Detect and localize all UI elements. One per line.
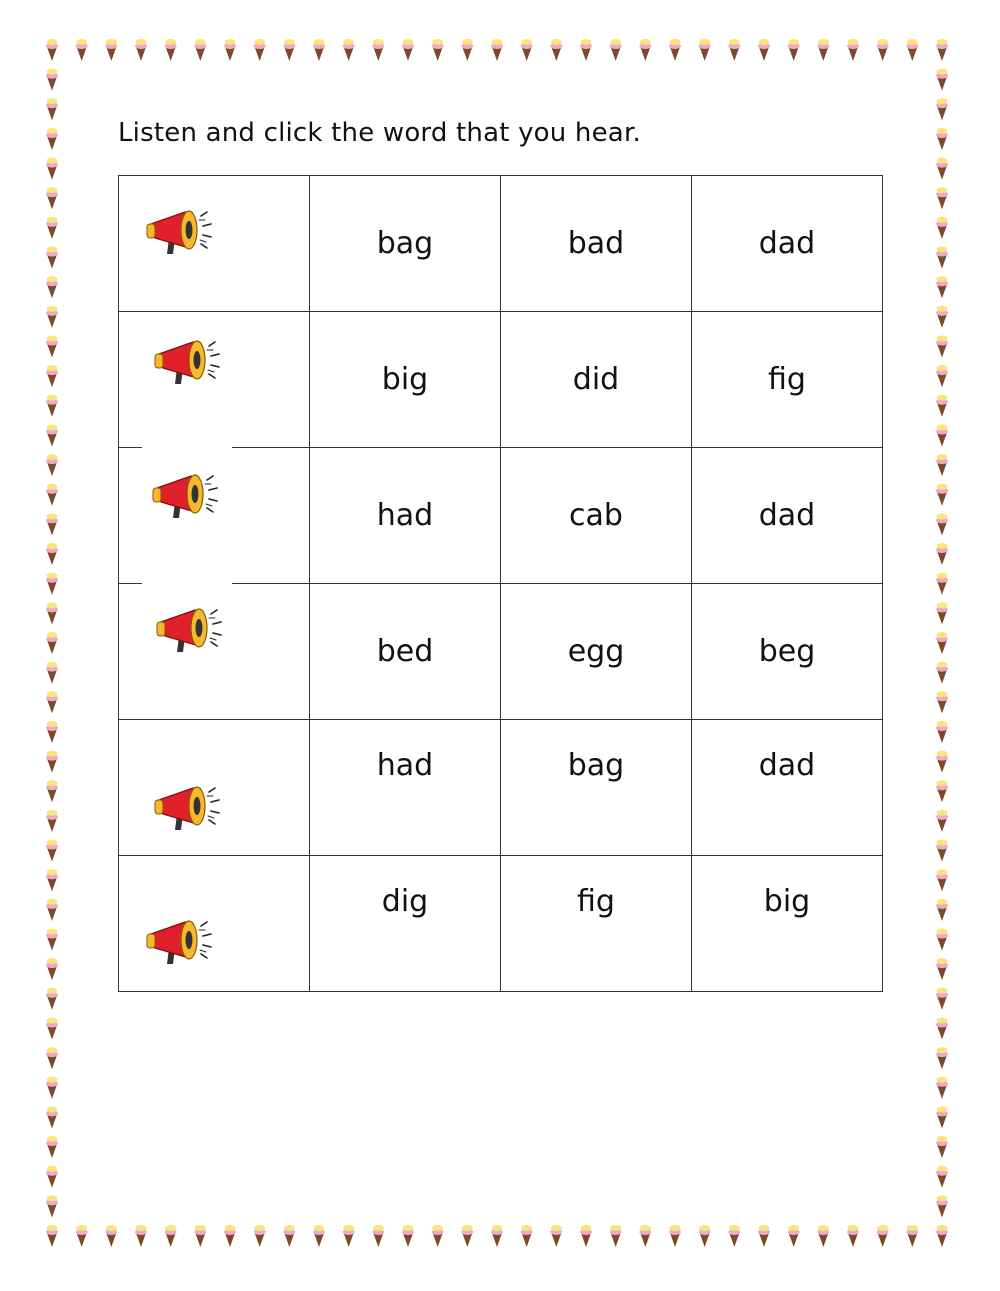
ice-cream-cone-icon xyxy=(46,929,58,951)
word-option[interactable]: had xyxy=(376,748,434,783)
ice-cream-cone-icon xyxy=(76,1225,88,1247)
ice-cream-cone-icon xyxy=(46,899,58,921)
word-cell xyxy=(692,720,883,856)
word-cell xyxy=(501,176,692,312)
ice-cream-cone-icon xyxy=(936,217,948,239)
word-option[interactable]: bed xyxy=(376,634,434,669)
ice-cream-cone-icon xyxy=(936,958,948,980)
word-cell xyxy=(692,448,883,584)
megaphone-icon[interactable] xyxy=(145,912,217,976)
ice-cream-cone-icon xyxy=(936,602,948,624)
ice-cream-cone-icon xyxy=(313,1225,325,1247)
word-option[interactable]: had xyxy=(376,498,434,533)
ice-cream-cone-icon xyxy=(46,158,58,180)
ice-cream-cone-icon xyxy=(936,573,948,595)
ice-cream-cone-icon xyxy=(76,39,88,61)
ice-cream-cone-icon xyxy=(194,1225,206,1247)
word-option[interactable]: bag xyxy=(376,226,434,261)
audio-cell xyxy=(119,448,310,584)
word-cell xyxy=(310,720,501,856)
audio-cell xyxy=(119,720,310,856)
ice-cream-cone-icon xyxy=(936,128,948,150)
ice-cream-cone-icon xyxy=(46,336,58,358)
word-option[interactable]: egg xyxy=(567,634,625,669)
word-cell xyxy=(310,584,501,720)
table-row xyxy=(119,584,883,720)
ice-cream-cone-icon xyxy=(432,39,444,61)
ice-cream-cone-icon xyxy=(817,39,829,61)
ice-cream-cone-icon xyxy=(46,1047,58,1069)
word-option[interactable]: big xyxy=(381,362,429,397)
ice-cream-cone-icon xyxy=(313,39,325,61)
ice-cream-cone-icon xyxy=(936,336,948,358)
ice-cream-cone-icon xyxy=(343,1225,355,1247)
ice-cream-cone-icon xyxy=(610,1225,622,1247)
ice-cream-cone-icon xyxy=(165,39,177,61)
ice-cream-cone-icon xyxy=(46,1017,58,1039)
ice-cream-cone-icon xyxy=(936,1195,948,1217)
line-gap xyxy=(142,583,232,591)
ice-cream-cone-icon xyxy=(491,1225,503,1247)
ice-cream-cone-icon xyxy=(46,543,58,565)
word-cell xyxy=(501,584,692,720)
ice-cream-cone-icon xyxy=(936,1225,948,1247)
ice-cream-cone-icon xyxy=(936,306,948,328)
word-cell xyxy=(692,856,883,992)
table-row xyxy=(119,312,883,448)
word-cell xyxy=(692,176,883,312)
word-cell xyxy=(501,856,692,992)
ice-cream-cone-icon xyxy=(669,1225,681,1247)
ice-cream-cone-icon xyxy=(46,395,58,417)
ice-cream-cone-icon xyxy=(936,395,948,417)
ice-cream-cone-icon xyxy=(46,69,58,91)
word-cell xyxy=(310,176,501,312)
ice-cream-cone-icon xyxy=(550,1225,562,1247)
audio-cell xyxy=(119,312,310,448)
ice-cream-cone-icon xyxy=(728,1225,740,1247)
megaphone-icon[interactable] xyxy=(153,332,225,396)
ice-cream-cone-icon xyxy=(46,217,58,239)
ice-cream-cone-icon xyxy=(46,365,58,387)
ice-cream-cone-icon xyxy=(758,1225,770,1247)
ice-cream-cone-icon xyxy=(936,662,948,684)
ice-cream-cone-icon xyxy=(283,39,295,61)
ice-cream-cone-icon xyxy=(758,39,770,61)
ice-cream-cone-icon xyxy=(936,1166,948,1188)
audio-cell xyxy=(119,176,310,312)
ice-cream-cone-icon xyxy=(936,69,948,91)
ice-cream-cone-icon xyxy=(105,39,117,61)
ice-cream-cone-icon xyxy=(46,751,58,773)
ice-cream-cone-icon xyxy=(46,1106,58,1128)
word-cell xyxy=(310,856,501,992)
word-cell xyxy=(310,312,501,448)
ice-cream-cone-icon xyxy=(224,1225,236,1247)
ice-cream-cone-icon xyxy=(699,1225,711,1247)
megaphone-icon[interactable] xyxy=(153,778,225,842)
ice-cream-cone-icon xyxy=(936,1047,948,1069)
word-cell xyxy=(310,448,501,584)
ice-cream-cone-icon xyxy=(46,276,58,298)
word-option[interactable]: did xyxy=(572,362,620,397)
ice-cream-cone-icon xyxy=(46,187,58,209)
ice-cream-cone-icon xyxy=(521,1225,533,1247)
ice-cream-cone-icon xyxy=(936,780,948,802)
ice-cream-cone-icon xyxy=(46,424,58,446)
ice-cream-cone-icon xyxy=(936,810,948,832)
ice-cream-cone-icon xyxy=(254,39,266,61)
ice-cream-cone-icon xyxy=(194,39,206,61)
ice-cream-cone-icon xyxy=(936,187,948,209)
ice-cream-cone-icon xyxy=(936,543,948,565)
ice-cream-cone-icon xyxy=(461,39,473,61)
ice-cream-cone-icon xyxy=(372,1225,384,1247)
word-option[interactable]: bag xyxy=(567,748,625,783)
ice-cream-cone-icon xyxy=(669,39,681,61)
ice-cream-cone-icon xyxy=(46,691,58,713)
ice-cream-cone-icon xyxy=(936,691,948,713)
ice-cream-cone-icon xyxy=(936,899,948,921)
ice-cream-cone-icon xyxy=(105,1225,117,1247)
ice-cream-cone-icon xyxy=(847,39,859,61)
word-cell xyxy=(501,720,692,856)
ice-cream-cone-icon xyxy=(402,39,414,61)
ice-cream-cone-icon xyxy=(936,158,948,180)
word-cell xyxy=(692,312,883,448)
word-option[interactable]: dad xyxy=(758,748,816,783)
ice-cream-cone-icon xyxy=(46,1077,58,1099)
ice-cream-cone-icon xyxy=(936,39,948,61)
ice-cream-cone-icon xyxy=(432,1225,444,1247)
megaphone-icon[interactable] xyxy=(155,600,227,664)
ice-cream-cone-icon xyxy=(936,988,948,1010)
audio-cell xyxy=(119,856,310,992)
ice-cream-cone-icon xyxy=(46,98,58,120)
ice-cream-cone-icon xyxy=(936,513,948,535)
ice-cream-cone-icon xyxy=(936,484,948,506)
ice-cream-cone-icon xyxy=(788,39,800,61)
ice-cream-cone-icon xyxy=(936,632,948,654)
megaphone-icon[interactable] xyxy=(145,202,217,266)
ice-cream-cone-icon xyxy=(46,632,58,654)
ice-cream-cone-icon xyxy=(491,39,503,61)
ice-cream-cone-icon xyxy=(906,1225,918,1247)
ice-cream-cone-icon xyxy=(817,1225,829,1247)
ice-cream-cone-icon xyxy=(521,39,533,61)
ice-cream-cone-icon xyxy=(135,39,147,61)
word-option[interactable]: dad xyxy=(758,498,816,533)
table-row xyxy=(119,720,883,856)
ice-cream-cone-icon xyxy=(402,1225,414,1247)
ice-cream-cone-icon xyxy=(46,247,58,269)
ice-cream-cone-icon xyxy=(877,39,889,61)
ice-cream-cone-icon xyxy=(936,869,948,891)
ice-cream-cone-icon xyxy=(936,1106,948,1128)
ice-cream-cone-icon xyxy=(46,1166,58,1188)
ice-cream-cone-icon xyxy=(46,39,58,61)
ice-cream-cone-icon xyxy=(936,929,948,951)
ice-cream-cone-icon xyxy=(580,39,592,61)
ice-cream-cone-icon xyxy=(936,1136,948,1158)
ice-cream-cone-icon xyxy=(165,1225,177,1247)
ice-cream-cone-icon xyxy=(936,454,948,476)
table-row xyxy=(119,176,883,312)
ice-cream-cone-icon xyxy=(906,39,918,61)
ice-cream-cone-icon xyxy=(936,276,948,298)
ice-cream-cone-icon xyxy=(877,1225,889,1247)
ice-cream-cone-icon xyxy=(46,810,58,832)
word-option[interactable]: bad xyxy=(567,226,625,261)
word-option[interactable]: fig xyxy=(768,362,806,397)
ice-cream-cone-icon xyxy=(46,662,58,684)
ice-cream-cone-icon xyxy=(46,958,58,980)
audio-cell xyxy=(119,584,310,720)
ice-cream-cone-icon xyxy=(610,39,622,61)
ice-cream-cone-icon xyxy=(936,1077,948,1099)
line-gap xyxy=(142,446,232,454)
ice-cream-cone-icon xyxy=(639,1225,651,1247)
ice-cream-cone-icon xyxy=(135,1225,147,1247)
word-option[interactable]: beg xyxy=(758,634,816,669)
word-choice-table xyxy=(118,175,883,992)
ice-cream-cone-icon xyxy=(46,721,58,743)
ice-cream-cone-icon xyxy=(46,128,58,150)
ice-cream-cone-icon xyxy=(46,454,58,476)
word-cell xyxy=(501,448,692,584)
ice-cream-cone-icon xyxy=(728,39,740,61)
ice-cream-cone-icon xyxy=(46,840,58,862)
ice-cream-cone-icon xyxy=(46,1225,58,1247)
ice-cream-cone-icon xyxy=(46,780,58,802)
word-option[interactable]: fig xyxy=(577,884,615,919)
instruction-text: Listen and click the word that you hear. xyxy=(118,118,641,148)
ice-cream-cone-icon xyxy=(46,869,58,891)
word-option[interactable]: dad xyxy=(758,226,816,261)
ice-cream-cone-icon xyxy=(936,721,948,743)
megaphone-icon[interactable] xyxy=(151,466,223,530)
ice-cream-cone-icon xyxy=(936,424,948,446)
ice-cream-cone-icon xyxy=(46,1136,58,1158)
ice-cream-cone-icon xyxy=(639,39,651,61)
ice-cream-cone-icon xyxy=(46,573,58,595)
word-cell xyxy=(692,584,883,720)
ice-cream-cone-icon xyxy=(936,840,948,862)
ice-cream-cone-icon xyxy=(699,39,711,61)
word-option[interactable]: dig xyxy=(381,884,429,919)
ice-cream-cone-icon xyxy=(224,39,236,61)
ice-cream-cone-icon xyxy=(46,1195,58,1217)
ice-cream-cone-icon xyxy=(936,1017,948,1039)
ice-cream-cone-icon xyxy=(936,247,948,269)
ice-cream-cone-icon xyxy=(283,1225,295,1247)
ice-cream-cone-icon xyxy=(46,602,58,624)
ice-cream-cone-icon xyxy=(254,1225,266,1247)
ice-cream-cone-icon xyxy=(46,306,58,328)
ice-cream-cone-icon xyxy=(788,1225,800,1247)
ice-cream-cone-icon xyxy=(936,751,948,773)
ice-cream-cone-icon xyxy=(580,1225,592,1247)
ice-cream-cone-icon xyxy=(372,39,384,61)
word-option[interactable]: big xyxy=(763,884,811,919)
ice-cream-cone-icon xyxy=(936,98,948,120)
ice-cream-cone-icon xyxy=(550,39,562,61)
ice-cream-cone-icon xyxy=(343,39,355,61)
ice-cream-cone-icon xyxy=(46,988,58,1010)
ice-cream-cone-icon xyxy=(936,365,948,387)
ice-cream-cone-icon xyxy=(847,1225,859,1247)
word-cell xyxy=(501,312,692,448)
word-option[interactable]: cab xyxy=(569,498,623,533)
ice-cream-cone-icon xyxy=(46,513,58,535)
ice-cream-cone-icon xyxy=(46,484,58,506)
table-row xyxy=(119,448,883,584)
table-row xyxy=(119,856,883,992)
ice-cream-cone-icon xyxy=(461,1225,473,1247)
